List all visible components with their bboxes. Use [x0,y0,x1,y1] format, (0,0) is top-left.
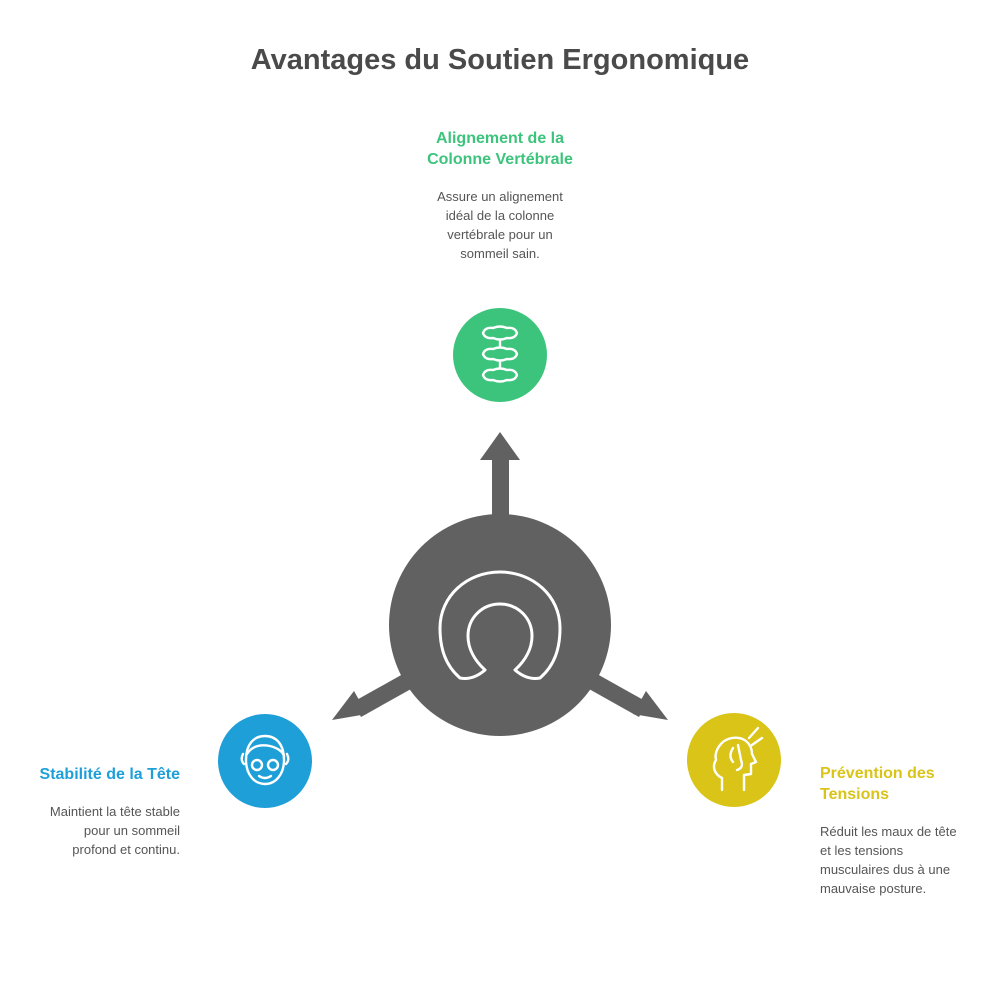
benefit-spine-alignment [390,128,610,263]
center-hub [389,514,611,736]
page-title: Avantages du Soutien Ergonomique [250,44,750,76]
arrow-up [480,432,520,527]
spine-node [453,308,547,402]
benefit-title: Stabilité de la Tête [39,766,180,783]
benefit-description: Réduit les maux de tête et les tensions musculaires dus à une mauvaise posture. [820,824,957,896]
arrow-down-left [332,674,411,720]
arrow-down-right [589,674,668,720]
benefit-tension-prevention [820,763,990,898]
benefit-head-stability [10,764,180,859]
face-mask-node [218,714,312,808]
benefit-title: Alignement de la Colonne Vertébrale [427,130,573,168]
benefit-description: Maintient la tête stable pour un sommeil profond et continu. [49,804,180,857]
benefit-description: Assure un alignement idéal de la colonne vertébrale pour un sommeil sain. [437,189,563,261]
benefit-title: Prévention des Tensions [820,765,935,803]
head-massage-node [687,713,781,807]
